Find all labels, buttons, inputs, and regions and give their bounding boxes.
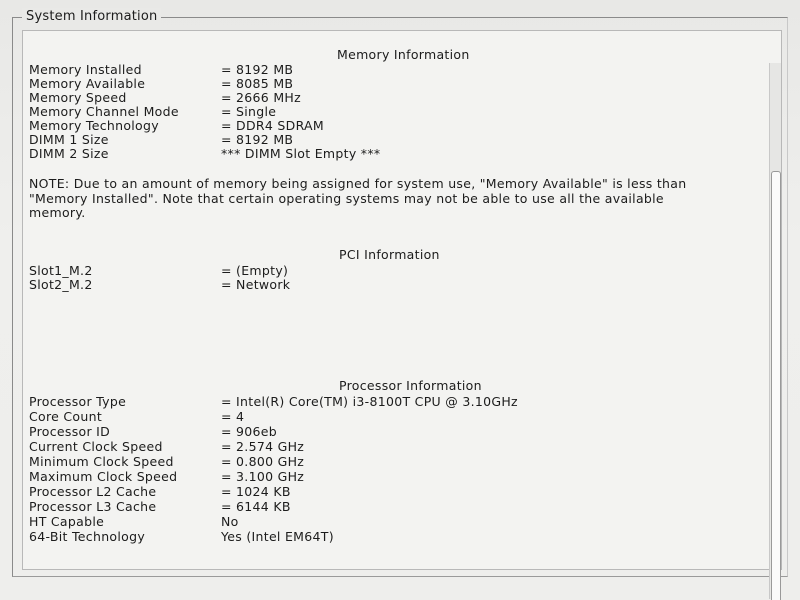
- row-value: = 0.800 GHz: [221, 454, 305, 469]
- memory-heading: Memory Information: [337, 47, 470, 62]
- row-label: DIMM 2 Size: [29, 146, 109, 161]
- memory-note: NOTE: Due to an amount of memory being assigned for system use, "Memory Available" is less than "Memory Installed". Note that certain operating systems may not be able to use all the available memory.: [29, 176, 687, 220]
- row-label: Maximum Clock Speed: [29, 469, 178, 484]
- row-label: Processor L3 Cache: [29, 499, 157, 514]
- row-label: Processor ID: [29, 424, 111, 439]
- row-value: = DDR4 SDRAM: [221, 118, 324, 133]
- vertical-scrollbar[interactable]: [769, 63, 781, 599]
- row-label: Memory Installed: [29, 62, 142, 77]
- row-value: = 906eb: [221, 424, 278, 439]
- row-label: 64-Bit Technology: [29, 529, 146, 544]
- row-value: = Single: [221, 104, 277, 119]
- row-value: No: [221, 514, 239, 529]
- row-value: = 4: [221, 409, 245, 424]
- row-label: Memory Available: [29, 76, 146, 91]
- row-label: Memory Technology: [29, 118, 159, 133]
- row-label: HT Capable: [29, 514, 105, 529]
- row-value: = Intel(R) Core(TM) i3-8100T CPU @ 3.10GHz: [221, 394, 518, 409]
- row-label: Minimum Clock Speed: [29, 454, 174, 469]
- scrollbar-thumb[interactable]: [771, 171, 781, 600]
- row-value: = 8085 MB: [221, 76, 294, 91]
- row-label: Slot2_M.2: [29, 277, 93, 292]
- row-value: = Network: [221, 277, 291, 292]
- row-value: = 2666 MHz: [221, 90, 301, 105]
- row-label: Memory Speed: [29, 90, 127, 105]
- row-label: Processor L2 Cache: [29, 484, 157, 499]
- row-label: Slot1_M.2: [29, 263, 93, 278]
- row-label: DIMM 1 Size: [29, 132, 109, 147]
- row-value: = 2.574 GHz: [221, 439, 305, 454]
- group-title: System Information: [22, 8, 161, 26]
- row-label: Memory Channel Mode: [29, 104, 179, 119]
- row-value: = 8192 MB: [221, 132, 294, 147]
- row-label: Current Clock Speed: [29, 439, 163, 454]
- row-label: Processor Type: [29, 394, 127, 409]
- processor-heading: Processor Information: [339, 378, 482, 393]
- row-value: Yes (Intel EM64T): [221, 529, 334, 544]
- row-value: = 3.100 GHz: [221, 469, 305, 484]
- row-value: = 1024 KB: [221, 484, 291, 499]
- row-value: = 6144 KB: [221, 499, 291, 514]
- info-panel: [22, 30, 782, 570]
- row-label: Core Count: [29, 409, 103, 424]
- row-value: = 8192 MB: [221, 62, 294, 77]
- row-value: *** DIMM Slot Empty ***: [221, 146, 381, 161]
- pci-heading: PCI Information: [339, 247, 440, 262]
- row-value: = (Empty): [221, 263, 289, 278]
